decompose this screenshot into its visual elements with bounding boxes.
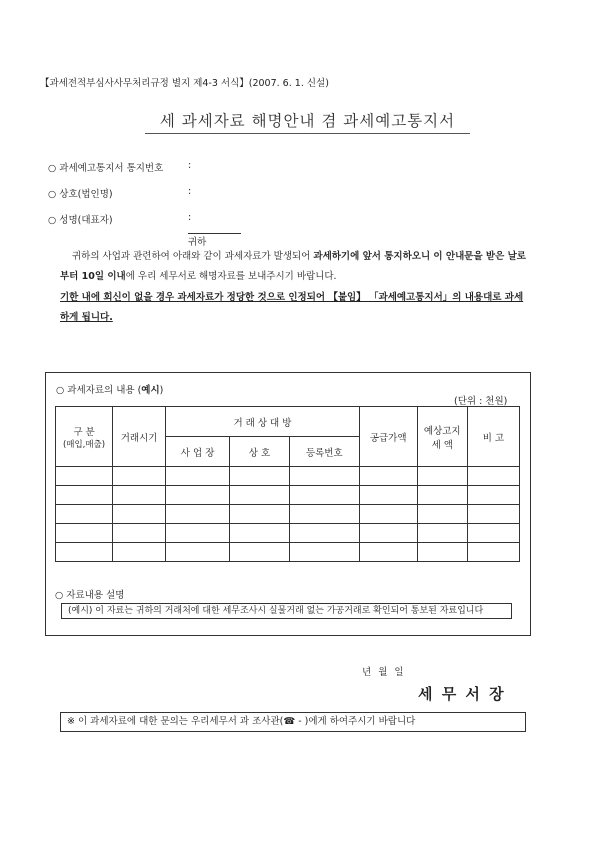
company-row <box>48 186 192 200</box>
deadline-text: 과세하기에 앞서 통지하오니 이 안내문을 받은 날로부터 10일 이내 <box>60 251 526 282</box>
notice-number-colon: : <box>188 160 192 171</box>
notice-number-label: ○ 과세예고통지서 통지번호 <box>48 163 164 174</box>
notice-paragraph: 귀하의 사업과 관련하여 아래와 같이 과세자료가 발생되어 과세하기에 앞서 통지하오니 이 안내문을 받은 날로부터 10일 이내에 우리 세무서로 해명자료를 보내주시기 바랍니다. <box>60 251 526 282</box>
company-colon: : <box>188 186 192 197</box>
col-trade-name: 상 호 <box>230 437 290 467</box>
tax-data-table <box>55 406 520 562</box>
company-label: ○ 상호(법인명) <box>48 189 113 200</box>
col-counterparty: 거 래 상 대 방 <box>166 407 360 437</box>
col-supply: 공급가액 <box>359 407 417 467</box>
signature-date: 년 월 일 <box>362 667 406 678</box>
honorific: 귀하 <box>188 237 207 248</box>
col-business-place: 사 업 장 <box>166 437 230 467</box>
form-reference-note: 【과세전적부심사사무처리규정 별지 제4-3 서식】(2007. 6. 1. 신설) <box>40 78 329 89</box>
table-row <box>56 467 520 486</box>
col-expected-tax: 예상고지 세 액 <box>417 407 467 467</box>
explanation-label: ○ 자료내용 설명 <box>55 590 125 601</box>
col-reg-no: 등록번호 <box>289 437 359 467</box>
explanation-example: (예시) 이 자료는 귀하의 거래처에 대한 세무조사시 실물거래 없는 가공거래로 확인되어 통보된 자료입니다 <box>61 603 512 619</box>
inquiry-note: ※ 이 과세자료에 대한 문의는 우리세무서 과 조사관(☎ - )에게 하여주시기 바랍니다 <box>60 712 526 732</box>
col-remarks: 비 고 <box>467 407 519 467</box>
name-blank-line <box>188 223 241 234</box>
table-row <box>56 486 520 505</box>
col-division: 구 분 (매입,매출) <box>56 407 113 467</box>
unit-note: (단위 : 천원) <box>454 396 508 407</box>
tax-data-title: ○ 과세자료의 내용 (예시) <box>56 385 164 396</box>
representative-colon: :귀하 <box>188 212 241 248</box>
table-row <box>56 543 520 562</box>
table-row <box>56 505 520 524</box>
warning-paragraph: 기한 내에 회신이 없을 경우 과세자료가 정당한 것으로 인정되어 【붙임】 「과세예고통지서」의 내용대로 과세하게 됩니다. <box>60 292 524 323</box>
representative-label: ○ 성명(대표자) <box>48 215 113 226</box>
tax-office-head: 세 무 서 장 <box>418 685 506 703</box>
notice-number-row <box>48 160 192 174</box>
table-row <box>56 524 520 543</box>
document-title-block <box>145 103 470 134</box>
representative-row <box>48 212 207 248</box>
col-period: 거래시기 <box>113 407 166 467</box>
document-title: 세 과세자료 해명안내 겸 과세예고통지서 <box>159 112 456 130</box>
